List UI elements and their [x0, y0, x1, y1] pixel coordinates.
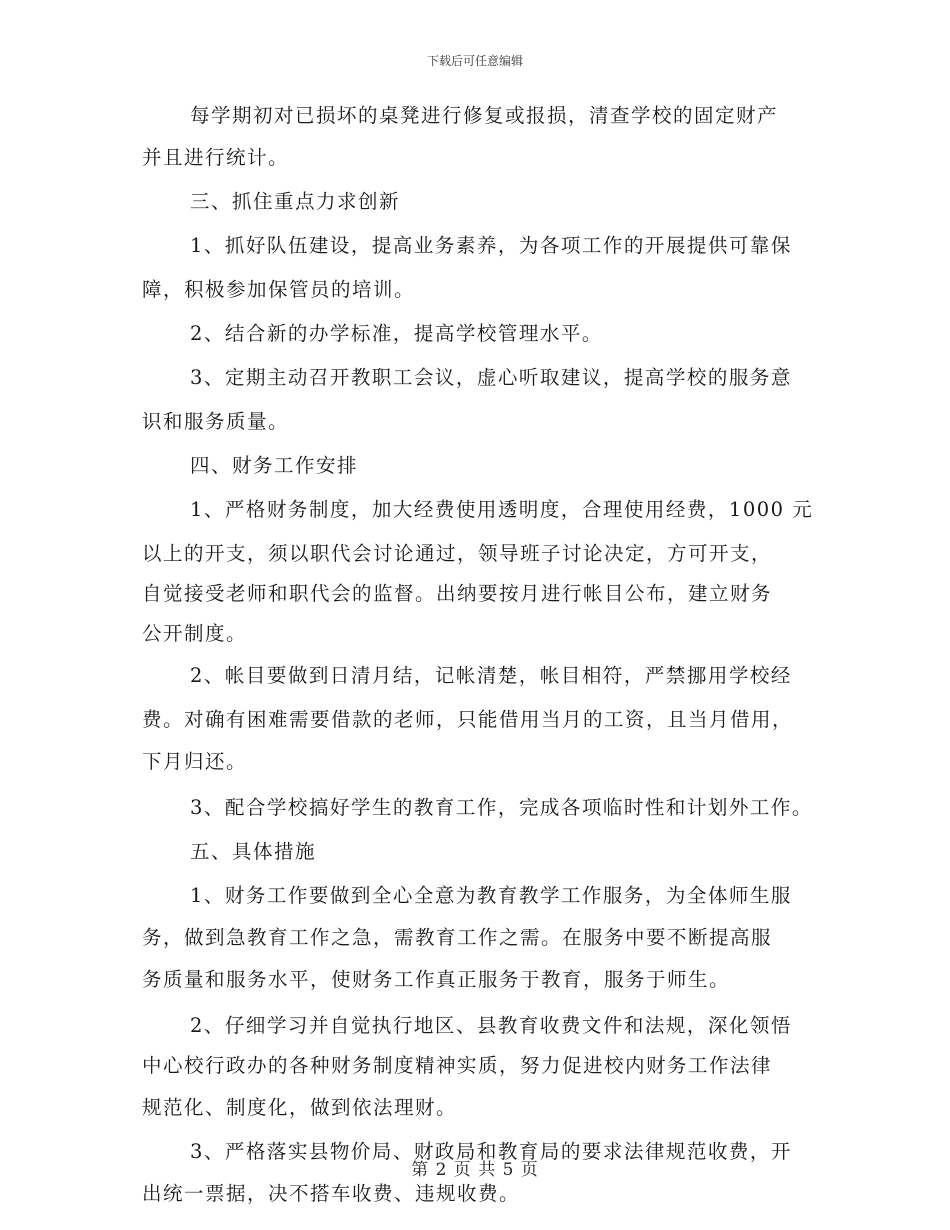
text-line: 务，做到急教育工作之急，需教育工作之需。在服务中要不断提高服	[142, 926, 773, 949]
text-line: 1、严格财务制度，加大经费使用透明度，合理使用经费，1000 元	[190, 498, 814, 521]
text-line: 障，积极参加保管员的培训。	[142, 278, 416, 301]
text-line: 以上的开支，须以职代会讨论通过，领导班子讨论决定，方可开支，	[142, 542, 773, 565]
text-line: 1、财务工作要做到全心全意为教育教学工作服务，为全体师生服	[190, 884, 792, 907]
text-line: 下月归还。	[142, 750, 248, 773]
text-line: 3、配合学校搞好学生的教育工作，完成各项临时性和计划外工作。	[190, 796, 813, 819]
text-line: 2、仔细学习并自觉执行地区、县教育收费文件和法规，深化领悟	[190, 1014, 792, 1037]
text-line: 费。对确有困难需要借款的老师，只能借用当月的工资，且当月借用，	[142, 708, 794, 731]
section-heading: 三、抓住重点力求创新	[190, 190, 401, 213]
page-header: 下载后可任意编辑	[426, 54, 523, 68]
text-line: 务质量和服务水平，使财务工作真正服务于教育，服务于师生。	[142, 968, 731, 991]
text-line: 出统一票据，决不搭车收费、违规收费。	[142, 1182, 521, 1205]
text-line: 规范化、制度化，做到依法理财。	[142, 1096, 458, 1119]
text-line: 自觉接受老师和职代会的监督。出纳要按月进行帐目公布，建立财务	[142, 582, 773, 605]
text-line: 2、帐目要做到日清月结，记帐清楚，帐目相符，严禁挪用学校经	[190, 664, 792, 687]
text-line: 1、抓好队伍建设，提高业务素养，为各项工作的开展提供可靠保	[190, 234, 792, 257]
text-line: 3、严格落实县物价局、财政局和教育局的要求法律规范收费，开	[190, 1140, 792, 1163]
text-line: 2、结合新的办学标准，提高学校管理水平。	[190, 322, 603, 345]
section-heading: 五、具体措施	[190, 840, 317, 863]
text-line: 公开制度。	[142, 622, 248, 645]
text-line: 每学期初对已损坏的桌凳进行修复或报损，清查学校的固定财产	[190, 104, 779, 127]
text-line: 并且进行统计。	[142, 146, 290, 169]
text-line: 识和服务质量。	[142, 410, 290, 433]
text-line: 3、定期主动召开教职工会议，虚心听取建议，提高学校的服务意	[190, 366, 792, 389]
page-number: 第 2 页 共 5 页	[411, 1160, 539, 1180]
section-heading: 四、财务工作安排	[190, 454, 359, 477]
text-line: 中心校行政办的各种财务制度精神实质，努力促进校内财务工作法律	[142, 1054, 773, 1077]
